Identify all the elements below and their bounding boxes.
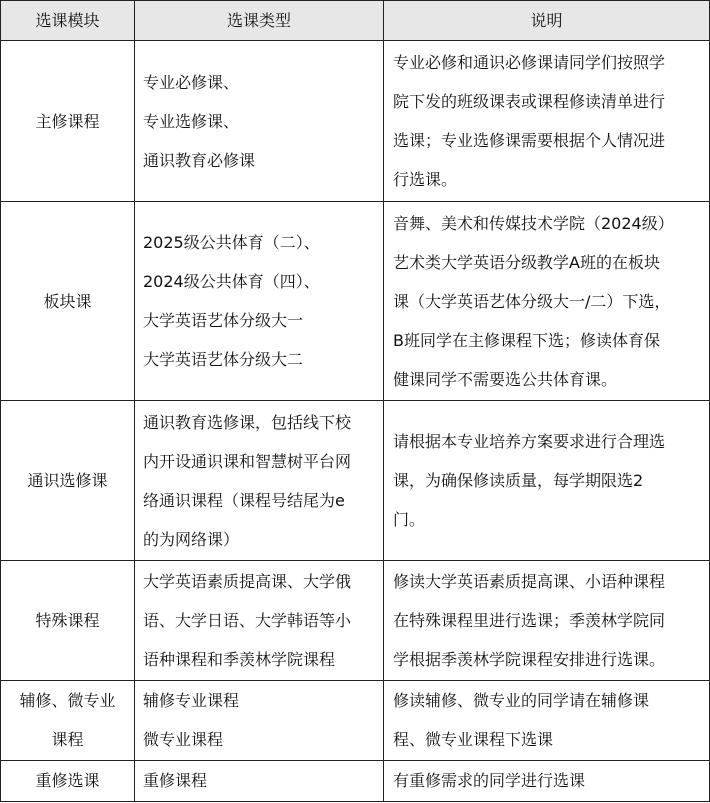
type-line: 微专业课程 — [143, 730, 224, 750]
description-line: 修读大学英语素质提高课、小语种课程 — [393, 571, 666, 591]
module-line: 主修课程 — [35, 111, 100, 131]
description-line: 程、微专业课程下选课 — [393, 730, 554, 750]
description-cell — [384, 202, 710, 401]
description-line: 门。 — [393, 510, 426, 530]
table-row — [1, 680, 710, 760]
module-cell — [1, 680, 135, 760]
description-line: 在特殊课程里进行选课；季羡林学院同 — [393, 610, 666, 630]
type-cell — [135, 401, 384, 560]
header-module: 选课模块 — [1, 1, 135, 41]
header-description: 说明 — [384, 1, 710, 41]
type-cell — [135, 760, 384, 801]
module-cell — [1, 401, 135, 560]
description-line: B班同学在主修课程下选；修读体育保 — [393, 330, 660, 350]
type-line: 辅修专业课程 — [143, 691, 240, 711]
module-cell — [1, 760, 135, 801]
description-line: 有重修需求的同学进行选课 — [393, 771, 586, 791]
module-cell — [1, 41, 135, 202]
type-line: 2025级公共体育（二）、 — [143, 233, 320, 253]
type-line: 语种课程和季羡林学院课程 — [143, 649, 336, 669]
type-line: 大学英语素质提高课、大学俄 — [143, 571, 352, 591]
module-line: 重修选课 — [35, 771, 100, 791]
type-line: 语、大学日语、大学韩语等小 — [143, 610, 352, 630]
description-line: 学根据季羡林学院课程安排进行选课。 — [393, 649, 666, 669]
module-cell — [1, 202, 135, 401]
type-line: 通识教育必修课 — [143, 150, 256, 170]
table-row — [1, 760, 710, 801]
type-line: 重修课程 — [143, 771, 208, 791]
table-row — [1, 202, 710, 401]
description-line: 音舞、美术和传媒技术学院（2024级） — [393, 213, 674, 233]
module-line: 通识选修课 — [27, 471, 108, 491]
description-line: 修读辅修、微专业的同学请在辅修课 — [393, 691, 650, 711]
header-type: 选课类型 — [135, 1, 384, 41]
type-line: 大学英语艺体分级大二 — [143, 350, 304, 370]
type-cell — [135, 560, 384, 680]
description-line: 请根据本专业培养方案要求进行合理选 — [393, 432, 666, 452]
module-line: 板块课 — [43, 291, 92, 311]
module-line: 特殊课程 — [35, 610, 100, 630]
description-line: 专业必修和通识必修课请同学们按照学 — [393, 53, 666, 73]
description-cell — [384, 41, 710, 202]
description-line: 课（大学英语艺体分级大一/二）下选， — [393, 291, 671, 311]
module-cell — [1, 560, 135, 680]
type-cell — [135, 680, 384, 760]
type-line: 通识教育选修课，包括线下校 — [143, 412, 352, 432]
description-line: 课，为确保修读质量，每学期限选2 — [393, 471, 644, 491]
type-line: 内开设通识课和智慧树平台网 — [143, 451, 352, 471]
table-row — [1, 401, 710, 560]
header-row — [1, 1, 710, 41]
type-cell — [135, 202, 384, 401]
description-cell — [384, 560, 710, 680]
description-line: 院下发的班级课表或课程修读清单进行 — [393, 92, 666, 112]
table-row — [1, 560, 710, 680]
type-line: 络通识课程（课程号结尾为e — [143, 490, 345, 510]
module-line: 辅修、微专业 — [19, 691, 116, 711]
description-cell — [384, 680, 710, 760]
type-line: 2024级公共体育（四）、 — [143, 272, 320, 292]
description-line: 选课；专业选修课需要根据个人情况进 — [393, 131, 666, 151]
description-line: 艺术类大学英语分级教学A班的在板块 — [393, 252, 660, 272]
type-line: 专业选修课、 — [143, 111, 240, 131]
type-line: 专业必修课、 — [143, 72, 240, 92]
module-line: 课程 — [51, 730, 84, 750]
type-line: 大学英语艺体分级大一 — [143, 311, 304, 331]
table-row — [1, 41, 710, 202]
description-cell — [384, 760, 710, 801]
type-line: 的为网络课） — [143, 529, 240, 549]
type-cell — [135, 41, 384, 202]
description-line: 行选课。 — [393, 170, 458, 190]
description-cell — [384, 401, 710, 560]
description-line: 健课同学不需要选公共体育课。 — [393, 369, 618, 389]
